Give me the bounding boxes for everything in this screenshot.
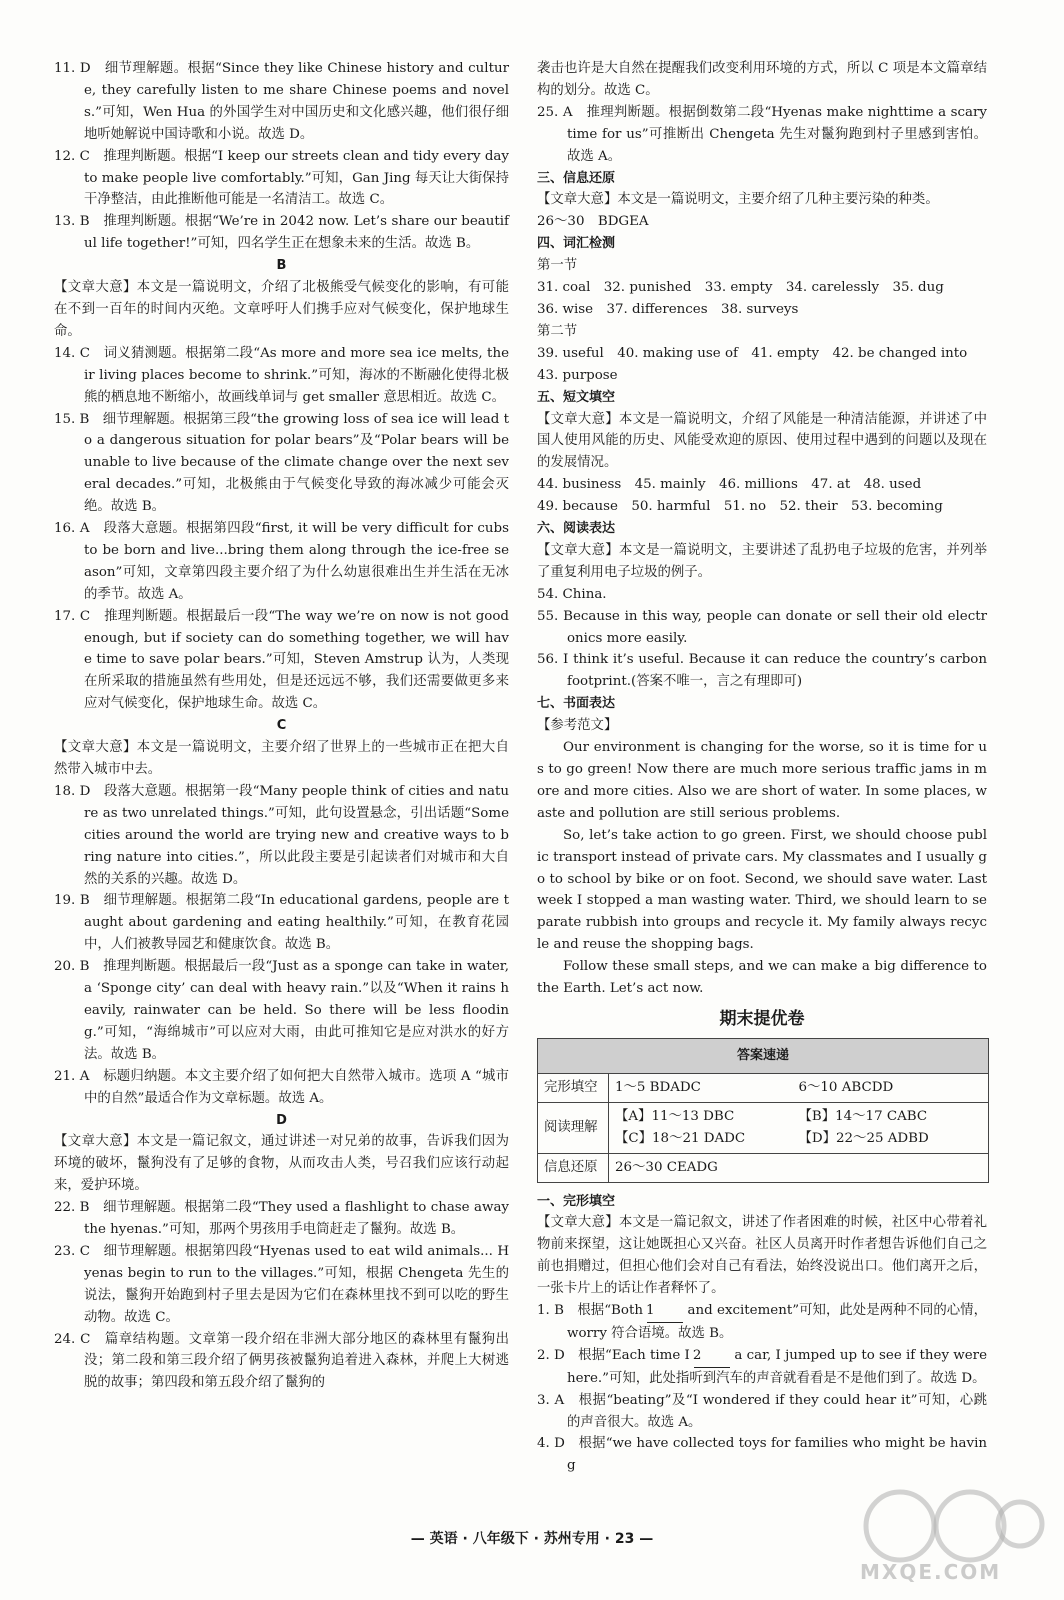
cloze-q4: 4. D 根据“we have collected toys for families who might be having (537, 1436, 987, 1474)
right-paragraph-19: 55. Because in this way, people can donate or sell their old electronics more easily. (537, 608, 987, 646)
left-paragraph-7: 16. A 段落大意题。根据第四段“first, it will be very difficult for cubs to be born and live...bring them along through the ice-free season”可知，文章第四段主要介绍了为什么幼崽很难出生并生活在无冰的季节。故选 A。 (54, 521, 509, 602)
left-paragraph-17: 22. B 细节理解题。根据第二段“They used a flashlight to chase away the hyenas.”可知，那两个男孩用手电筒赶走了鬣狗。故选 B。 (54, 1200, 509, 1238)
right-paragraph-4: 26～30 BDGEA (537, 214, 649, 230)
left-paragraph-9: C (276, 718, 287, 734)
left-paragraph-5: 14. C 词义猜测题。根据第二段“As more and more sea ice melts, their living places become to shrink.”可知，海冰的不断融化使得北极熊的栖息地不断缩小，故画线单词与 get smaller 意思相近。故选 C。 (54, 345, 509, 405)
q2-pre: 2. D 根据“Each time I (537, 1347, 695, 1363)
left-paragraph-11: 18. D 段落大意题。根据第一段“Many people think of cities and nature as two unrelated things.”可知，此句设置悬念，引出话题“Some cities around the world are trying new and creative ways to bring nature into cities.”，所以此段主要是引起读者们对城市和大自然的关系的兴趣。故选 D。 (54, 783, 509, 887)
left-paragraph-13: 20. B 推理判断题。根据最后一段“Just as a sponge can take in water, a ‘Sponge city’ can deal with heavy rain.”以及“When it rains heavily, rainwater can be held. So there will be less flooding.”可知，“海绵城市”可以应对大雨，由此可推知它是应对洪水的好方法。故选 B。 (54, 959, 509, 1062)
right-paragraph-12: 五、短文填空 (537, 389, 616, 405)
cloze-q3: 3. A 根据“beating”及“I wondered if they could hear it”可知，心跳的声音很大。故选 A。 (537, 1392, 987, 1430)
left-paragraph-19: 24. C 篇章结构题。文章第一段介绍在非洲大部分地区的森林里有鬣狗出没；第二段和第三段介绍了俩男孩被鬣狗追着进入森林，并爬上大树逃脱的故事；第四段和第五段介绍了鬣狗的 (54, 1331, 509, 1391)
right-paragraph-22: 【参考范文】 (537, 718, 618, 734)
left-paragraph-4: 【文章大意】本文是一篇说明文，介绍了北极熊受气候变化的影响，有可能在不到一百年的时间内灭绝。文章呼吁人们携手应对气候变化，保护地球生命。 (54, 280, 509, 339)
row-label-info: 信息还原 (538, 1153, 609, 1182)
left-paragraph-2: 13. B 推理判断题。根据“We’re in 2042 now. Let’s share our beautiful life together!”可知，四名学生正在想象未来的生活。故选 B。 (54, 214, 509, 252)
cloze-answers-1: 1～5 BDADC (615, 1079, 701, 1095)
left-paragraph-10: 【文章大意】本文是一篇说明文，主要介绍了世界上的一些城市正在把大自然带入城市中去。 (54, 740, 509, 777)
right-paragraph-18: 54. China. (537, 586, 607, 602)
right-paragraph-1: 25. A 推理判断题。根据倒数第二段“Hyenas make nighttime a scary time for us”可推断出 Chengeta 先生对鬣狗跑到村子里感到害怕。故选 A。 (537, 104, 987, 164)
left-paragraph-12: 19. B 细节理解题。根据第二段“In educational gardens, people are taught about gardening and eating healthily.”可知，在教育花园中，人们被教导园艺和健康饮食。故选 B。 (54, 893, 509, 953)
right-paragraph-3: 【文章大意】本文是一篇说明文，主要介绍了几种主要污染的种类。 (537, 192, 939, 208)
q2-post: a car, I jumped up to see if they were here.”可知，此处指听到汽车的声音就看看是不是他们到了。故选 D。 (567, 1347, 988, 1386)
right-paragraph-25: Follow these small steps, and we can make a big difference to the Earth. Let’s act now. (537, 959, 987, 997)
left-paragraph-3: B (276, 258, 287, 274)
right-paragraph-5: 四、词汇检测 (537, 236, 616, 252)
q1-pre: 1. B 根据“Both (537, 1303, 648, 1319)
right-paragraph-16: 六、阅读表达 (537, 521, 616, 537)
right-answers (537, 58, 987, 1000)
left-paragraph-0: 11. D 细节理解题。根据“Since they like Chinese history and culture, they carefully listen to me share Chinese poems and novels.”可知，Wen Hua 的外国学生对中国历史和文化感兴趣，他们很仔细地听她解说中国诗歌和小说。故选 D。 (54, 61, 509, 142)
watermark-url: MXQE.COM (860, 1560, 1002, 1584)
page-footer: — 英语 · 八年级下 · 苏州专用 · 23 — (410, 1531, 654, 1547)
left-paragraph-16: 【文章大意】本文是一篇记叙文，通过讲述一对兄弟的故事，告诉我们因为环境的破坏，鬣狗没有了足够的食物，从而攻击人类，号召我们应该行动起来，爱护环境。 (54, 1134, 509, 1194)
q1-post: and excitement”可知，此处是两种不同的心情，worry 符合语境。故选 B。 (567, 1303, 987, 1341)
answer-table (537, 1038, 989, 1183)
left-column (54, 58, 509, 1394)
exam-title: 期末提优卷 (719, 1008, 805, 1029)
answer-table-header: 答案速递 (538, 1038, 989, 1073)
cloze-summary: 【文章大意】本文是一篇记叙文，讲述了作者困难的时候，社区中心带着礼物前来探望，这让她既担心又兴奋。社区人员离开时作者想告诉他们自己之前也捐赠过，但担心他们会对自己有看法，始终没说出口。他们离开之后，一张卡片上的话让作者释怀了。 (537, 1215, 987, 1297)
cloze-answers-2: 6～10 ABCDD (798, 1079, 894, 1095)
right-paragraph-0: 袭击也许是大自然在提醒我们改变利用环境的方式，所以 C 项是本文篇章结构的划分。故选 C。 (537, 61, 987, 98)
right-paragraph-6: 第一节 (537, 258, 578, 274)
right-paragraph-24: So, let’s take action to go green. First, we should choose public transport instead of private cars. My classmates and I usually go to school by bike or on foot. Second, we should save water. Last week I stopped a man wasting water. Third, we should learn to separate rubbish into groups and recycle it. My family always recycle and reuse the shopping bags. (537, 827, 987, 953)
right-paragraph-20: 56. I think it’s useful. Because it can reduce the country’s carbon footprint.(答案不唯一，言之有理即可) (537, 652, 987, 690)
right-paragraph-2: 三、信息还原 (537, 170, 616, 186)
right-paragraph-10: 39. useful 40. making use of 41. empty 42. be changed into (537, 345, 968, 361)
cloze-section-heading: 一、完形填空 (537, 1193, 616, 1209)
right-paragraph-8: 36. wise 37. differences 38. surveys (537, 301, 799, 317)
row-label-cloze: 完形填空 (538, 1073, 609, 1102)
row-label-reading: 阅读理解 (538, 1102, 609, 1153)
right-paragraph-17: 【文章大意】本文是一篇说明文，主要讲述了乱扔电子垃圾的危害，并列举了重复利用电子垃圾的例子。 (537, 542, 987, 580)
left-paragraph-6: 15. B 细节理解题。根据第三段“the growing loss of sea ice will lead to a dangerous situation for polar bears”及“Polar bears will be unable to live because of the climate change over the next several decades.”可知，北极熊由于气候变化导致的海冰减少可能会灭绝。故选 B。 (54, 411, 509, 515)
cloze-q1 (537, 1300, 987, 1345)
left-paragraph-18: 23. C 细节理解题。根据第四段“Hyenas used to eat wild animals... Hyenas begin to run to the villages.”可知，根据 Chengeta 先生的说法，鬣狗开始跑到村子里去是因为它们在森林里找不到可以吃的野生动物。故选 C。 (54, 1243, 509, 1325)
left-paragraph-15: D (276, 1112, 287, 1128)
q2-blank: 2 (694, 1345, 730, 1368)
right-paragraph-21: 七、书面表达 (537, 696, 616, 712)
q1-blank: 1 (647, 1300, 683, 1323)
left-paragraph-14: 21. A 标题归纳题。本文主要介绍了如何把大自然带入城市。选项 A “城市中的自然”最适合作为文章标题。故选 A。 (54, 1068, 509, 1106)
right-paragraph-13: 【文章大意】本文是一篇说明文，介绍了风能是一种清洁能源，并讲述了中国人使用风能的历史、风能受欢迎的原因、使用过程中遇到的问题以及现在的发展情况。 (537, 411, 987, 471)
right-paragraph-14: 44. business 45. mainly 46. millions 47. at 48. used (537, 477, 922, 493)
left-paragraph-8: 17. C 推理判断题。根据最后一段“The way we’re on now is not good enough, but if society can do something together, we will have time to save polar bears.”可知，Steven Amstrup 认为，人类现在所采取的措施虽然有些用处，但是还远远不够，我们还需要做更多来应对气候变化，保护地球生命。故选 C。 (54, 608, 509, 712)
left-paragraph-1: 12. C 推理判断题。根据“I keep our streets clean and tidy every day to make people live comfortably.”可知，Gan Jing 每天让大街保持干净整洁，由此推断他可能是一名清洁工。故选 C。 (54, 148, 509, 208)
reading-answers-c: 【C】18～21 DADC (615, 1130, 746, 1146)
cloze-q2 (537, 1345, 987, 1390)
reading-answers-b: 【B】14～17 CABC (798, 1108, 928, 1124)
reading-answers-d: 【D】22～25 ADBD (798, 1130, 929, 1146)
right-paragraph-15: 49. because 50. harmful 51. no 52. their 53. becoming (537, 499, 943, 515)
right-paragraph-7: 31. coal 32. punished 33. empty 34. carelessly 35. dug (537, 280, 944, 296)
info-answers: 26～30 CEADG (609, 1153, 989, 1182)
right-column (537, 58, 987, 1477)
right-paragraph-11: 43. purpose (537, 367, 618, 383)
right-paragraph-9: 第二节 (537, 323, 578, 339)
right-paragraph-23: Our environment is changing for the worse, so it is time for us to go green! Now there are much more serious traffic jams in more and more cities. Also we are short of water. In some places, waste and pollution are still serious problems. (537, 740, 987, 821)
reading-answers-a: 【A】11～13 DBC (615, 1108, 735, 1124)
